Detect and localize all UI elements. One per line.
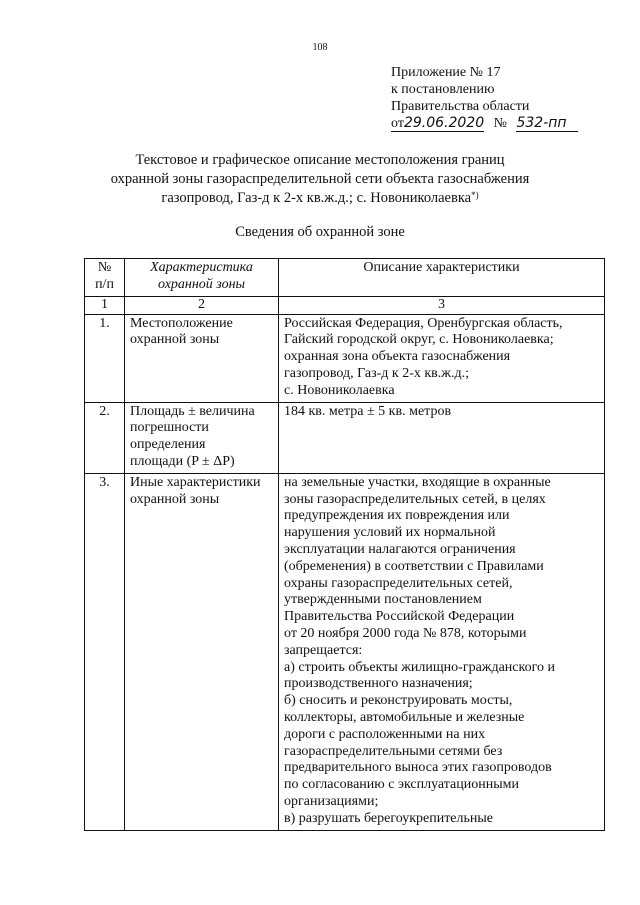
- section-subtitle: Сведения об охранной зоне: [235, 224, 405, 240]
- row-description: на земельные участки, входящие в охранные зоны газораспределительных сетей, в целях предупреждения их повреждения или нарушения условий их нормальной эксплуатации налагаются ограничения (обременения) в соответствии с Правилами охраны газораспределительных сетей, утвержденными постановлением Правительства Российской Федерации от 20 ноября 2000 года № 878, которыми запрещается: а) строить объекты жилищно-гражданского и производственного назначения; б) сносить и реконструировать мосты, коллекторы, автомобильные и железные дороги с расположенными на них газораспределительными сетями без предварительного выноса этих газопроводов по согласованию с эксплуатационными организациями; в) разрушать берегоукрепительные: [279, 473, 605, 830]
- index-cell: 1: [85, 296, 125, 314]
- appendix-date-line: [391, 115, 611, 132]
- handwritten-date: 29.06.2020: [403, 115, 485, 131]
- table-row: [85, 314, 605, 402]
- row-characteristic: Площадь ± величина погрешности определения площади (P ± ΔP): [125, 402, 279, 473]
- appendix-line-3: Правительства области: [391, 99, 530, 114]
- title-line-1: Текстовое и графическое описание местоположения границ: [135, 152, 505, 168]
- row-description: 184 кв. метра ± 5 кв. метров: [279, 402, 605, 473]
- date-field: [391, 116, 484, 132]
- table-row: [85, 402, 605, 473]
- footnote-mark: *): [471, 190, 479, 200]
- table-index-row: [85, 296, 605, 314]
- title-line-3: [60, 189, 580, 208]
- protection-zone-table: [84, 258, 605, 831]
- row-description: Российская Федерация, Оренбургская область, Гайский городской округ, с. Новониколаевка; охранная зона объекта газоснабжения газопровод, Газ-д к 2-х кв.ж.д.; с. Новониколаевка: [279, 314, 605, 402]
- index-cell: 2: [125, 296, 279, 314]
- page-number: 108: [312, 42, 328, 53]
- header-number: № п/п: [85, 259, 125, 297]
- table-header-row: [85, 259, 605, 297]
- date-prefix: от: [391, 116, 404, 131]
- appendix-line-1: Приложение № 17: [391, 65, 501, 80]
- index-cell: 3: [279, 296, 605, 314]
- appendix-block: [391, 64, 611, 132]
- row-characteristic: Местоположение охранной зоны: [125, 314, 279, 402]
- number-prefix: №: [493, 116, 507, 131]
- appendix-line-2: к постановлению: [391, 82, 495, 97]
- table-row: [85, 473, 605, 830]
- header-characteristic: Характеристика охранной зоны: [125, 259, 279, 297]
- title-line-3-text: газопровод, Газ-д к 2-х кв.ж.д.; с. Новониколаевка: [161, 190, 472, 206]
- document-title: [60, 151, 580, 208]
- row-number: 1.: [85, 314, 125, 402]
- handwritten-number: 532-пп: [516, 116, 578, 132]
- header-description: Описание характеристики: [279, 259, 605, 297]
- row-characteristic: Иные характеристики охранной зоны: [125, 473, 279, 830]
- row-number: 2.: [85, 402, 125, 473]
- title-line-2: охранной зоны газораспределительной сети объекта газоснабжения: [110, 171, 530, 187]
- row-number: 3.: [85, 473, 125, 830]
